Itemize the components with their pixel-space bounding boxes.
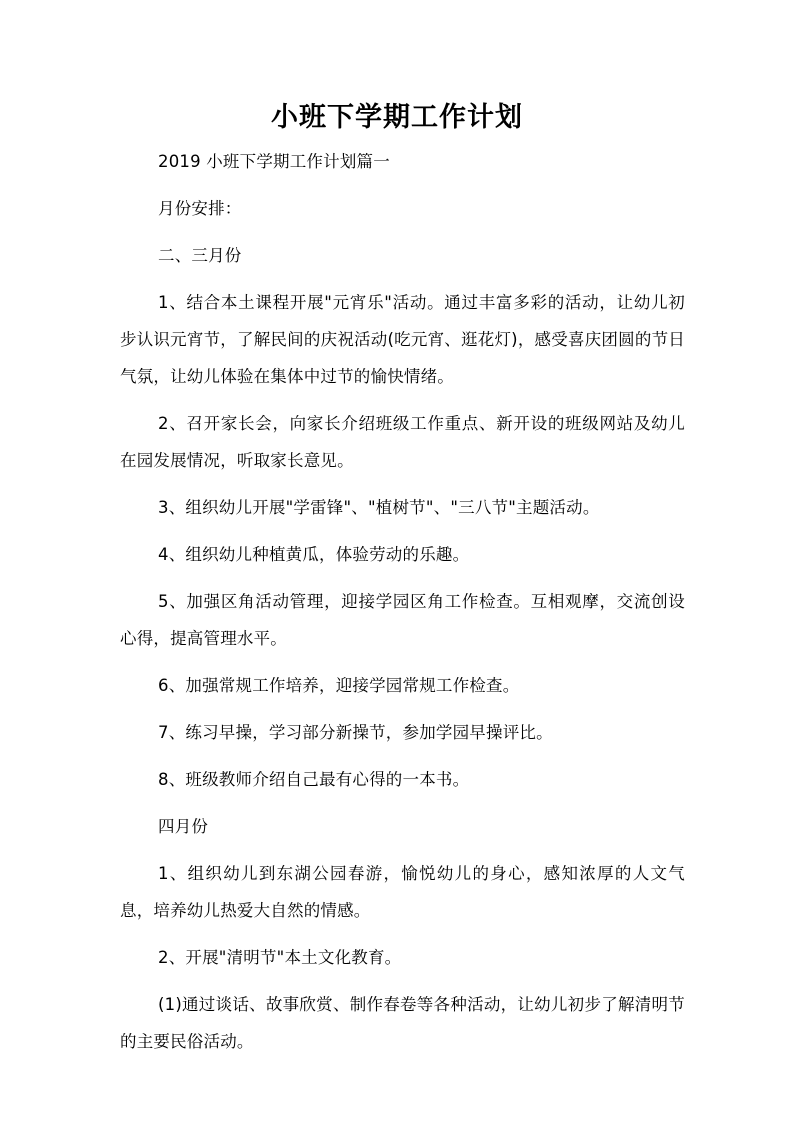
paragraph-item: 7、练习早操，学习部分新操节，参加学园早操评比。 — [158, 723, 553, 742]
heading-february-march: 二、三月份 — [158, 246, 242, 265]
paragraph-item: 6、加强常规工作培养，迎接学园常规工作检查。 — [158, 676, 520, 695]
paragraph-item: (1)通过谈话、故事欣赏、制作春卷等各种活动，让幼儿初步了解清明节的主要民俗活动。 — [120, 995, 685, 1051]
heading-april: 四月份 — [158, 817, 209, 836]
paragraph-item: 1、结合本土课程开展"元宵乐"活动。通过丰富多彩的活动，让幼儿初步认识元宵节，了解民间的庆祝活动(吃元宵、逛花灯)，感受喜庆团圆的节日气氛，让幼儿体验在集体中过节的愉快情绪。 — [120, 293, 685, 386]
document-body — [120, 143, 685, 1070]
paragraph-month-arrangement: 月份安排： — [158, 199, 242, 218]
paragraph-item: 2、开展"清明节"本土文化教育。 — [158, 948, 402, 967]
paragraph-item: 2、召开家长会，向家长介绍班级工作重点、新开设的班级网站及幼儿在园发展情况，听取家长意见。 — [120, 414, 685, 470]
paragraph-item: 5、加强区角活动管理，迎接学园区角工作检查。互相观摩，交流创设心得，提高管理水平。 — [120, 592, 685, 648]
paragraph-item: 3、组织幼儿开展"学雷锋"、"植树节"、"三八节"主题活动。 — [158, 498, 600, 517]
document-title: 小班下学期工作计划 — [271, 102, 523, 133]
paragraph-subtitle: 2019 小班下学期工作计划篇一 — [158, 152, 390, 171]
paragraph-item: 1、组织幼儿到东湖公园春游，愉悦幼儿的身心，感知浓厚的人文气息，培养幼儿热爱大自然的情感。 — [120, 864, 685, 920]
paragraph-item: 8、班级教师介绍自己最有心得的一本书。 — [158, 770, 470, 789]
paragraph-item: 4、组织幼儿种植黄瓜，体验劳动的乐趣。 — [158, 545, 470, 564]
